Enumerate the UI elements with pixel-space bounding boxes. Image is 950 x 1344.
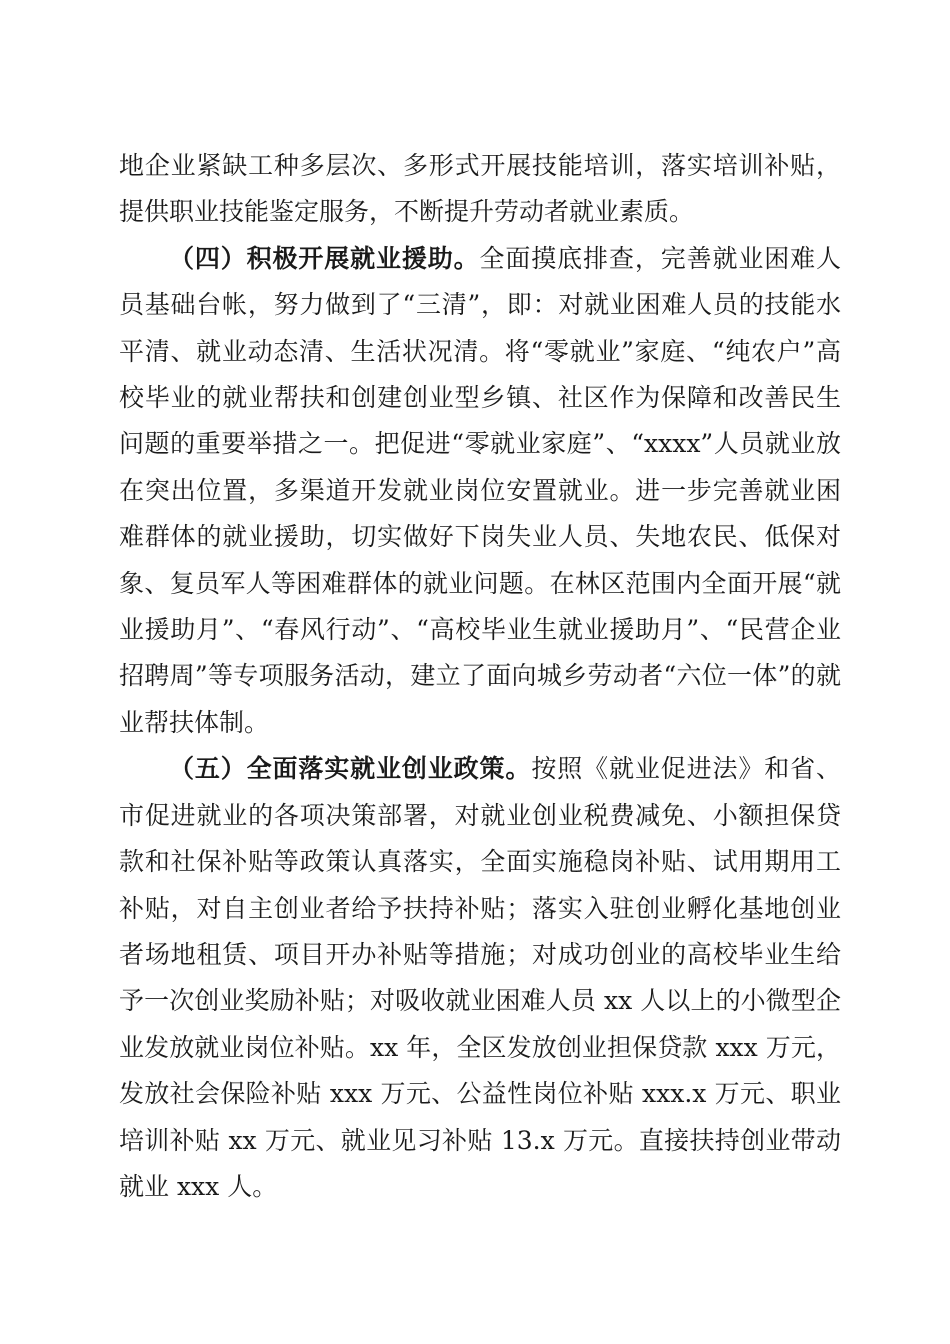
paragraph-employment-policy: [119, 746, 841, 1210]
paragraph-training-continuation: [119, 143, 841, 236]
section-heading-employment-policy: （五）全面落实就业创业政策。: [169, 754, 532, 784]
paragraph-text: 全面摸底排查，完善就业困难人员基础台帐，努力做到了“三清”，即：对就业困难人员的技能水平清、就业动态清、生活状况清。将“零就业”家庭、“纯农户”高校毕业的就业帮扶和创建创业型乡镇、社区作为保障和改善民生问题的重要举措之一。把促进“零就业家庭”、“xxxx”人员就业放在突出位置，多渠道开发就业岗位安置就业。进一步完善就业困难群体的就业援助，切实做好下岗失业人员、失地农民、低保对象、复员军人等困难群体的就业问题。在林区范围内全面开展“就业援助月”、“春风行动”、“高校毕业生就业援助月”、“民营企业招聘周”等专项服务活动，建立了面向城乡劳动者“六位一体”的就业帮扶体制。: [119, 243, 841, 737]
paragraph-employment-assistance: [119, 236, 841, 746]
document-body: [119, 143, 841, 1210]
paragraph-text: 按照《就业促进法》和省、市促进就业的各项决策部署，对就业创业税费减免、小额担保贷款和社保补贴等政策认真落实，全面实施稳岗补贴、试用期用工补贴，对自主创业者给予扶持补贴；落实入驻创业孵化基地创业者场地租赁、项目开办补贴等措施；对成功创业的高校毕业生给予一次创业奖励补贴；对吸收就业困难人员 xx 人以上的小微型企业发放就业岗位补贴。xx 年，全区发放创业担保贷款 xxx 万元，发放社会保险补贴 xxx 万元、公益性岗位补贴 xxx.x 万元、职业培训补贴 xx 万元、就业见习补贴 13.x 万元。直接扶持创业带动就业 xxx 人。: [119, 754, 841, 1201]
section-heading-employment-assistance: （四）积极开展就业援助。: [169, 243, 480, 273]
paragraph-text: 地企业紧缺工种多层次、多形式开展技能培训，落实培训补贴，提供职业技能鉴定服务，不断提升劳动者就业素质。: [119, 151, 841, 227]
